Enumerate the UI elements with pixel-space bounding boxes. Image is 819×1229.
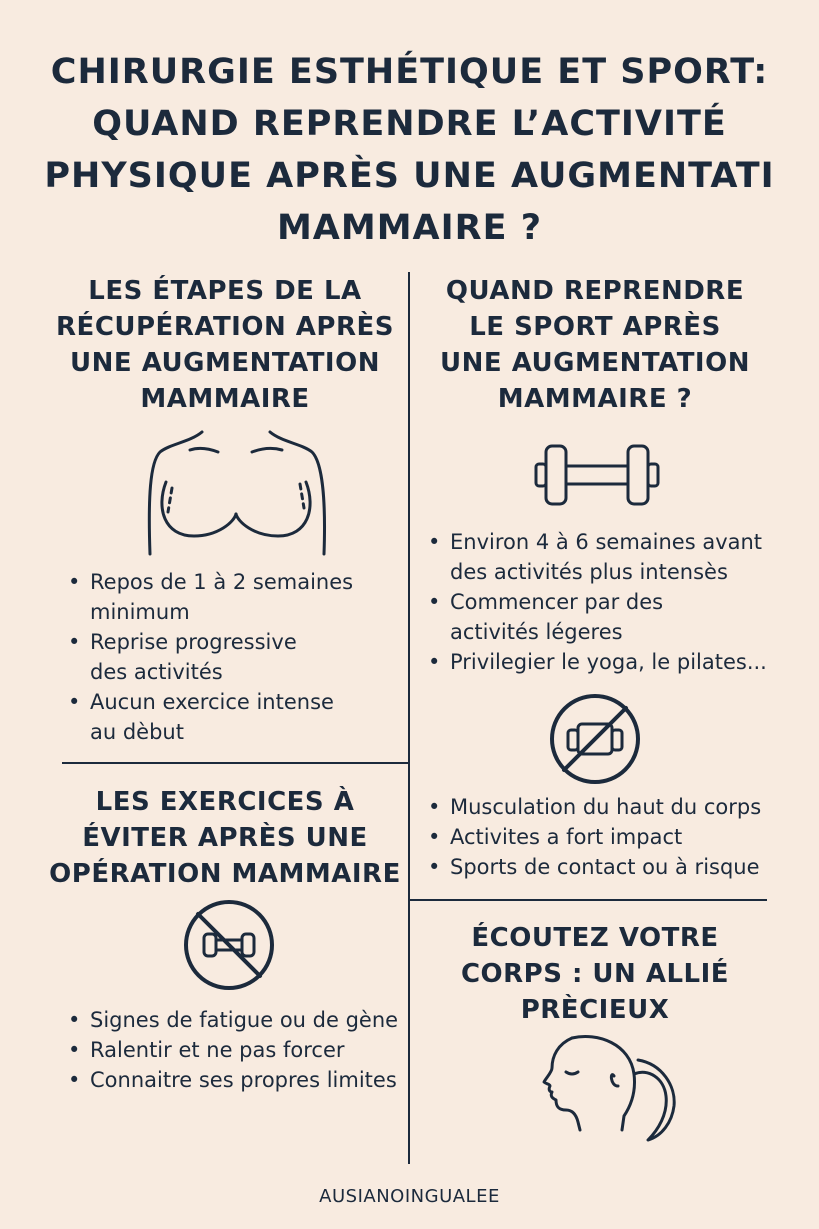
list-item-text: Connaitre ses propres limites [90, 1068, 397, 1092]
list-item-text: des activités [90, 660, 223, 684]
resume-heading [410, 273, 780, 417]
resume-avoid-list [422, 792, 802, 882]
list-item-text: • Privilegier le yoga, le pilates... [450, 650, 767, 674]
list-item-text: Ralentir et ne pas forcer [90, 1038, 345, 1062]
title-line: MAMMAIRE ? [276, 208, 543, 248]
heading-line: OPÉRATION MAMMAIRE [49, 859, 401, 889]
list-item-text: des activités plus intensès [450, 560, 728, 584]
heading-line: QUAND REPRENDRE [445, 276, 745, 306]
recovery-list [62, 567, 407, 747]
no-dumbbell-icon [182, 898, 276, 992]
dumbbell-icon [534, 440, 660, 510]
heading-line: UNE AUGMENTATION [440, 348, 750, 378]
avoid-heading [40, 784, 410, 892]
heading-line: ÉVITER APRÈS UNE [82, 823, 368, 853]
footer-text: AUSIANOINGUALEE [319, 1186, 500, 1207]
page-title [20, 46, 799, 254]
list-item [62, 687, 407, 747]
list-item-text: Activites a fort impact [450, 825, 683, 849]
avoid-list [62, 1005, 407, 1095]
list-item-text: • Aucun exercice intense [90, 690, 334, 714]
title-line: PHYSIQUE APRÈS UNE AUGMENTATI [44, 156, 775, 196]
list-item [62, 627, 407, 687]
list-item-text: • Reprise progressive [90, 630, 297, 654]
list-item [422, 792, 802, 822]
woman-profile-icon [538, 1034, 698, 1164]
list-item [422, 527, 802, 587]
list-item-text: • Environ 4 à 6 semaines avant [450, 530, 763, 554]
list-item [422, 852, 802, 882]
heading-line: UNE AUGMENTATION [70, 348, 380, 378]
no-weights-icon [548, 692, 642, 786]
list-item [422, 587, 802, 647]
heading-line: PRÈCIEUX [520, 995, 670, 1025]
list-item-text: minimum [90, 600, 190, 624]
list-item [422, 647, 802, 677]
list-item-text: • Repos de 1 à 2 semaines [90, 570, 354, 594]
resume-list [422, 527, 802, 677]
list-item-text: Sports de contact ou à risque [450, 855, 760, 879]
chest-outline-icon [142, 428, 332, 558]
heading-line: LES EXERCICES À [95, 787, 355, 817]
listen-heading [410, 920, 780, 1028]
heading-line: LES ÉTAPES DE LA [88, 276, 362, 306]
recovery-heading [40, 273, 410, 417]
list-item [62, 1035, 407, 1065]
list-item [62, 1065, 407, 1095]
heading-line: MAMMAIRE [140, 384, 310, 414]
list-item [62, 567, 407, 627]
list-item-text: Signes de fatigue ou de gène [90, 1008, 399, 1032]
divider-left [62, 762, 409, 764]
heading-line: ÉCOUTEZ VOTRE [471, 923, 719, 953]
list-item-text: au dèbut [90, 720, 184, 744]
list-item [422, 822, 802, 852]
divider-right [409, 899, 767, 901]
list-item-text: Musculation du haut du corps [450, 795, 762, 819]
title-line: QUAND REPRENDRE L’ACTIVITÉ [92, 104, 727, 144]
list-item-text: activités légeres [450, 620, 623, 644]
heading-line: LE SPORT APRÈS [469, 312, 721, 342]
heading-line: MAMMAIRE ? [497, 384, 693, 414]
title-line: CHIRURGIE ESTHÉTIQUE ET SPORT: [50, 52, 769, 92]
list-item-text: • Commencer par des [450, 590, 664, 614]
list-item [62, 1005, 407, 1035]
heading-line: RÉCUPÉRATION APRÈS [56, 312, 394, 342]
heading-line: CORPS : UN ALLIÉ [460, 959, 730, 989]
